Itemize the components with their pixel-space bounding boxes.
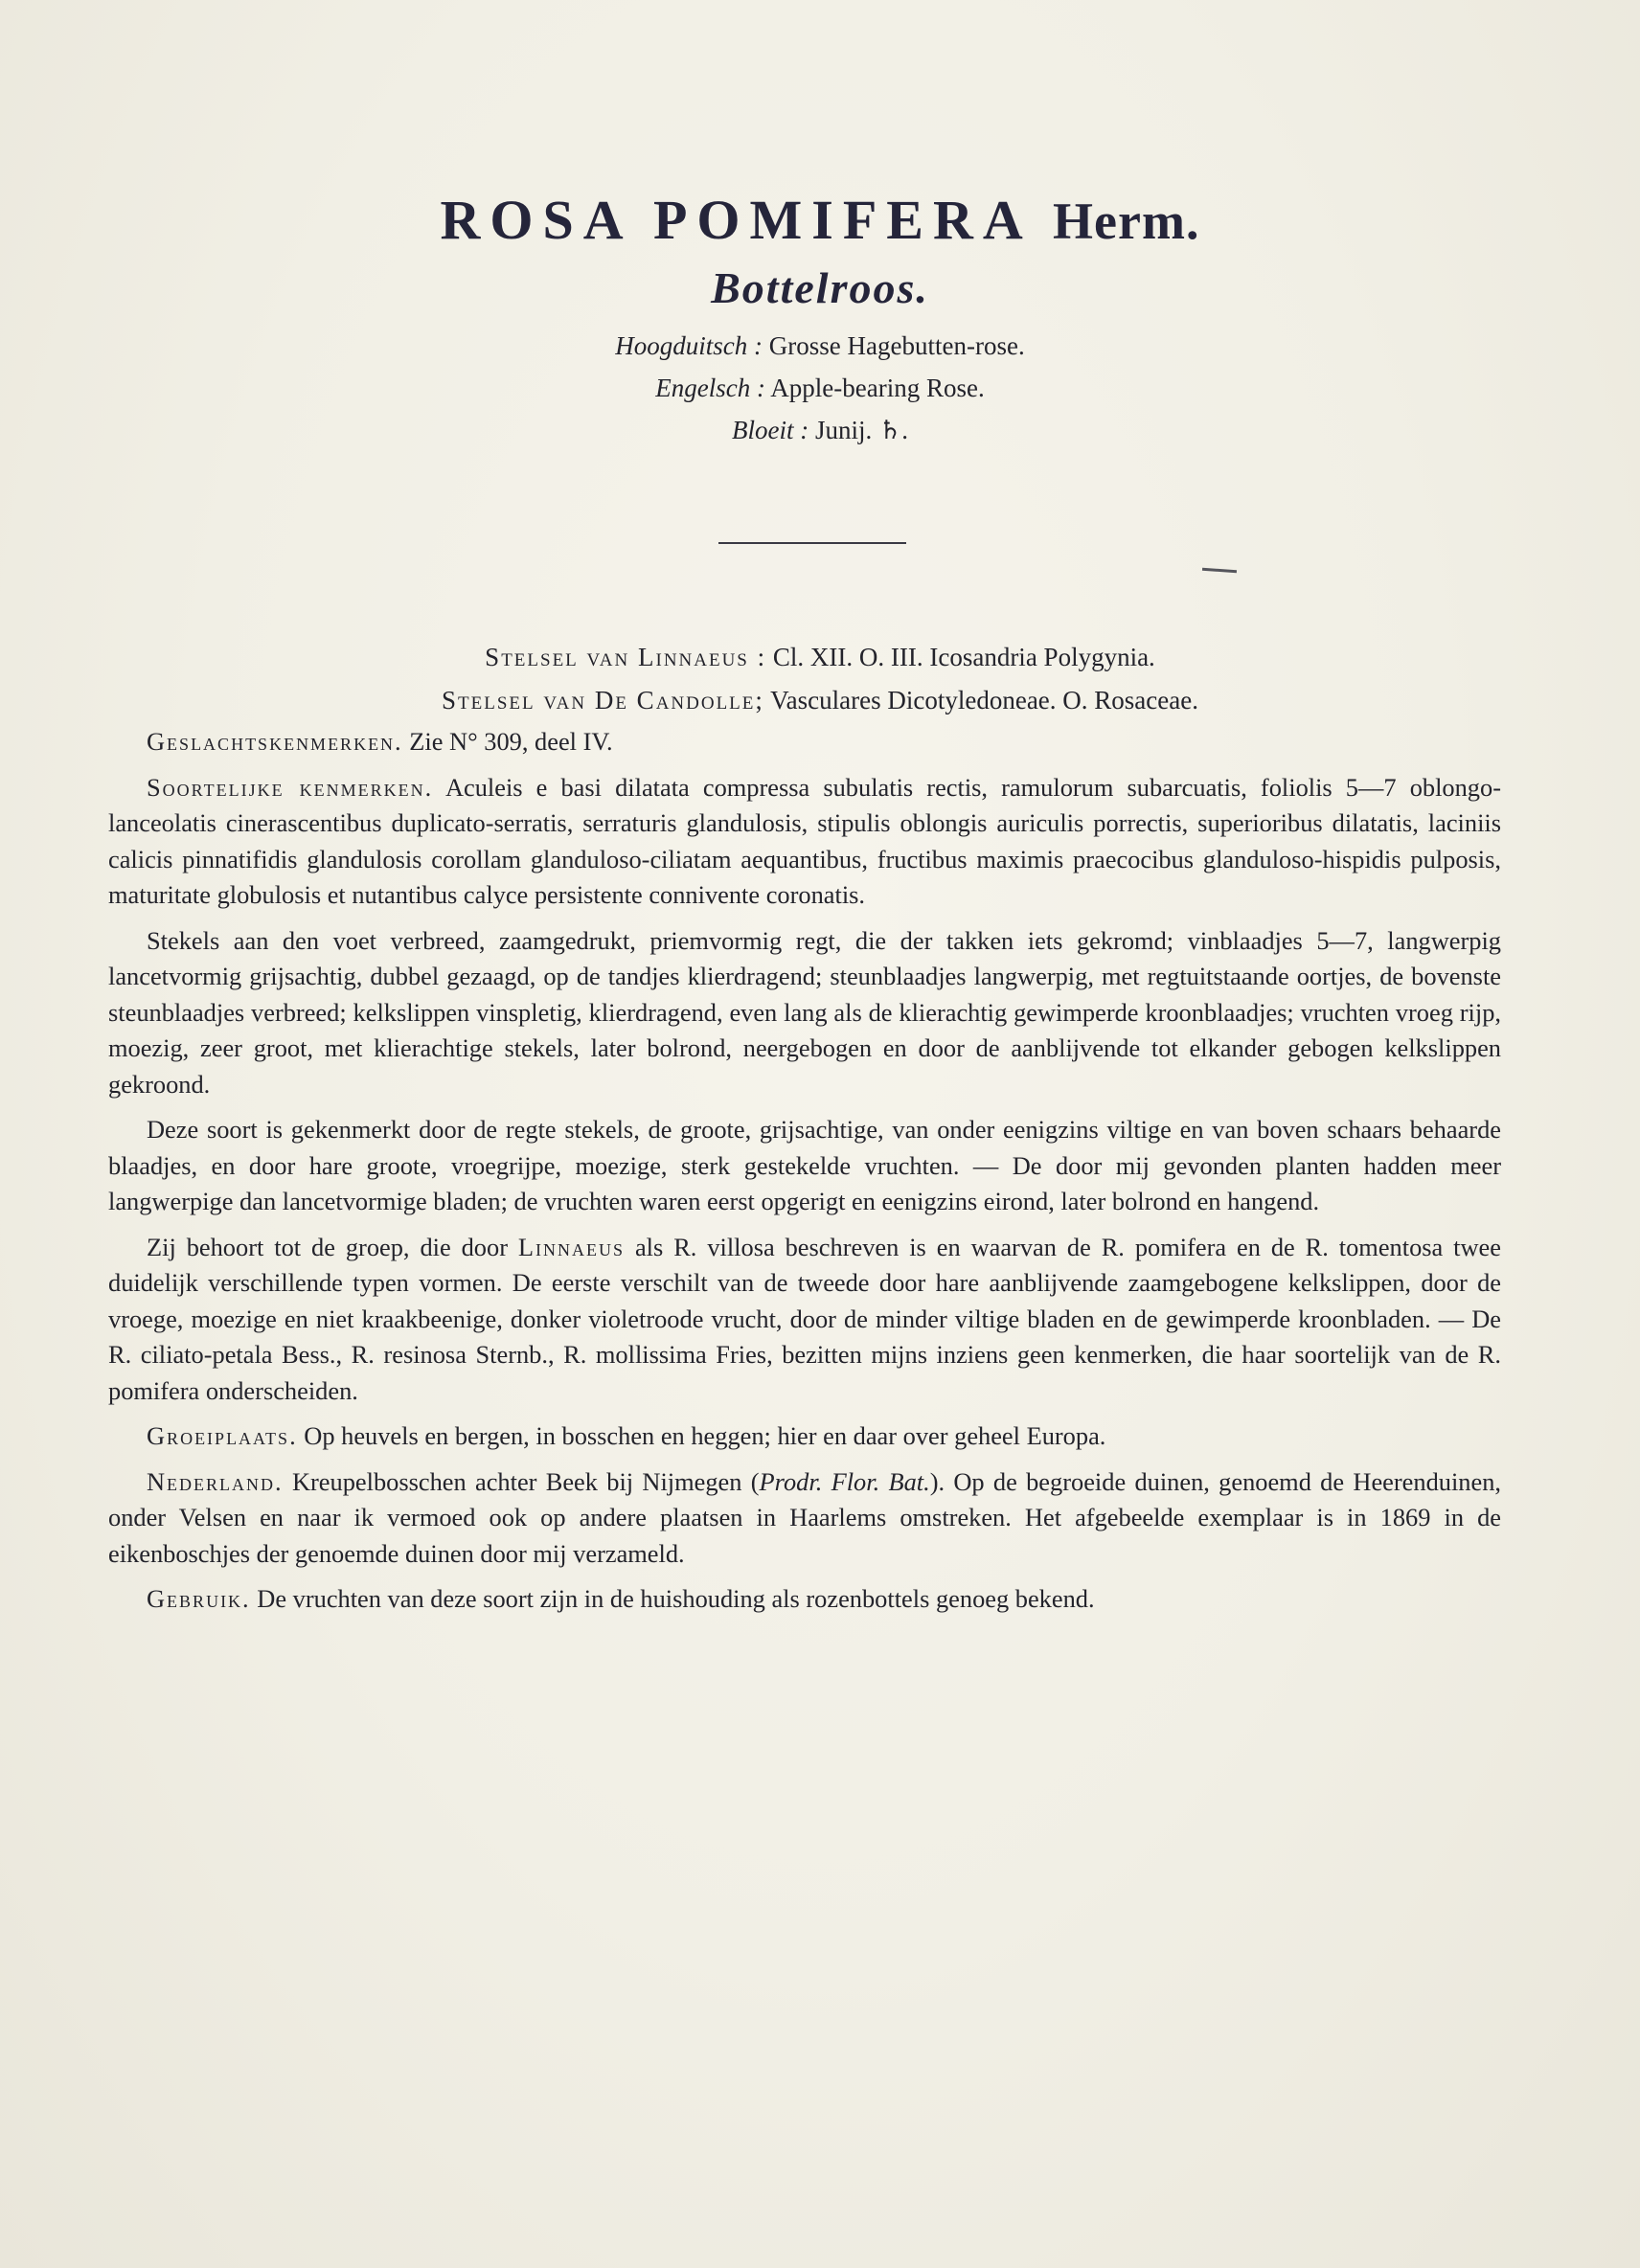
species-characters	[108, 770, 1501, 914]
candolle-label: Stelsel van De Candolle;	[442, 686, 764, 714]
german-name-line	[0, 325, 1640, 367]
linnaeus-label: Stelsel van Linnaeus :	[485, 643, 767, 671]
german-value: Grosse Hagebutten-rose.	[768, 331, 1025, 360]
description-paragraph-1: Stekels aan den voet verbreed, zaamgedrukt, priemvormig regt, die der takken iets gekromd; vinblaadjes 5—7, langwerpig lancetvormig grijsachtig, dubbel gezaagd, op de tandjes klierdragend; steunblaadjes langwerpig, met regtuitstaande oortjes, de bovenste steunblaadjes verbreed; kelkslippen vinspletig, klierdragend, even lang als de klierachtig gewimperde kroonblaadjes; vruchten vroeg rijp, moezig, zeer groot, met klierachtige stekels, later bolrond, neergebogen en door de aanblijvende tot elkander gebogen kelkslippen gekroond.	[108, 925, 1501, 1099]
common-name: Bottelroos.	[711, 263, 929, 312]
page-title	[0, 182, 1640, 260]
desc3-post: als R. villosa beschreven is en waarvan de R. pomifera en de R. tomentosa twee duidelijk verschillende typen vormen. De eerste verschilt van de tweede door hare aanblijvende zaamgebogene kelkslippen, door de vroege, moezige en niet kraakbeenige, donker violetroode vrucht, door de minder viltige bladen en de gewimperde kroonbladen. — De R. ciliato-petala Bess., R. resinosa Sternb., R. mollissima Fries, bezitten mijns inziens geen kenmerken, die haar soortelijk van de R. pomifera onderscheiden.	[108, 1232, 1501, 1405]
linnaeus-text: Cl. XII. O. III. Icosandria Polygynia.	[772, 643, 1155, 671]
genus-characters	[108, 724, 1501, 760]
linnaeus-name: Linnaeus	[517, 1232, 626, 1261]
description-paragraph-3	[108, 1230, 1501, 1410]
linnaeus-system	[0, 638, 1640, 676]
candolle-text: Vasculares Dicotyledoneae. O. Rosaceae.	[770, 686, 1198, 714]
flowering-line	[0, 409, 1640, 451]
description-paragraph-2: Deze soort is gekenmerkt door de regte stekels, de groote, grijsachtige, van onder eenigzins viltige en van boven schaars behaarde blaadjes, en door hare groote, vroegrijpe, moezige, sterk gestekelde vruchten. — De door mij gevonden planten hadden meer langwerpige dan lancetvormige bladen; de vruchten waren eerst opgerigt en eenigzins eirond, later bolrond en hangend.	[108, 1115, 1501, 1215]
habitat-label: Groeiplaats.	[147, 1421, 298, 1450]
flowering-label: Bloeit :	[732, 416, 809, 444]
netherlands-text-1: Kreupelbosschen achter Beek bij Nijmegen (	[291, 1466, 760, 1496]
netherlands	[108, 1464, 1501, 1573]
desc3-pre: Zij behoort tot de groep, die door	[147, 1232, 508, 1261]
species-characters-text: Aculeis e basi dilatata compressa subulatis rectis, ramulorum subarcuatis, foliolis 5—7 oblongo-lanceolatis cinerascentibus duplicato-serratis, serraturis glandulosis, stipulis oblongis auriculis porrectis, superioribus dilatatis, laciniis calicis pinnatifidis glandulosis corollam glanduloso-ciliatam aequantibus, fructibus maximis praecocibus glanduloso-hispidis pulposis, maturitate globulosis et nutantibus calyce persistente connivente coronatis.	[108, 772, 1501, 909]
candolle-system	[0, 681, 1640, 719]
english-name-line	[0, 367, 1640, 409]
english-value: Apple-bearing Rose.	[770, 374, 985, 402]
divider-rule	[718, 542, 906, 544]
header	[0, 182, 1640, 451]
english-label: Engelsch :	[655, 374, 765, 402]
german-label: Hoogduitsch :	[615, 331, 763, 360]
usage-label: Gebruik.	[147, 1584, 251, 1613]
species-name: ROSA POMIFERA	[440, 189, 1030, 251]
netherlands-reference: Prodr. Flor. Bat.	[759, 1466, 930, 1496]
species-author: Herm.	[1053, 193, 1200, 250]
habitat	[108, 1418, 1501, 1455]
usage	[108, 1581, 1501, 1618]
netherlands-label: Nederland.	[147, 1466, 284, 1496]
body-text	[108, 724, 1501, 1627]
species-characters-label: Soortelijke kenmerken.	[147, 772, 434, 802]
habitat-text: Op heuvels en bergen, in bosschen en heggen; hier en daar over geheel Europa.	[304, 1421, 1106, 1450]
usage-text: De vruchten van deze soort zijn in de huishouding als rozenbottels genoeg bekend.	[257, 1584, 1095, 1613]
paper-speck	[1202, 568, 1237, 574]
genus-text: Zie N° 309, deel IV.	[409, 727, 613, 756]
netherlands-text-2: ). Op de begroeide duinen, genoemd de Heerenduinen, onder Velsen en naar ik vermoed ook op andere plaatsen in Haarlems omstreken. Het afgebeelde exemplaar is in 1869 in de eikenboschjes der genoemde duinen door mij verzameld.	[108, 1466, 1501, 1568]
genus-label: Geslachtskenmerken.	[147, 727, 403, 756]
flowering-value: Junij. ♄.	[815, 416, 908, 444]
